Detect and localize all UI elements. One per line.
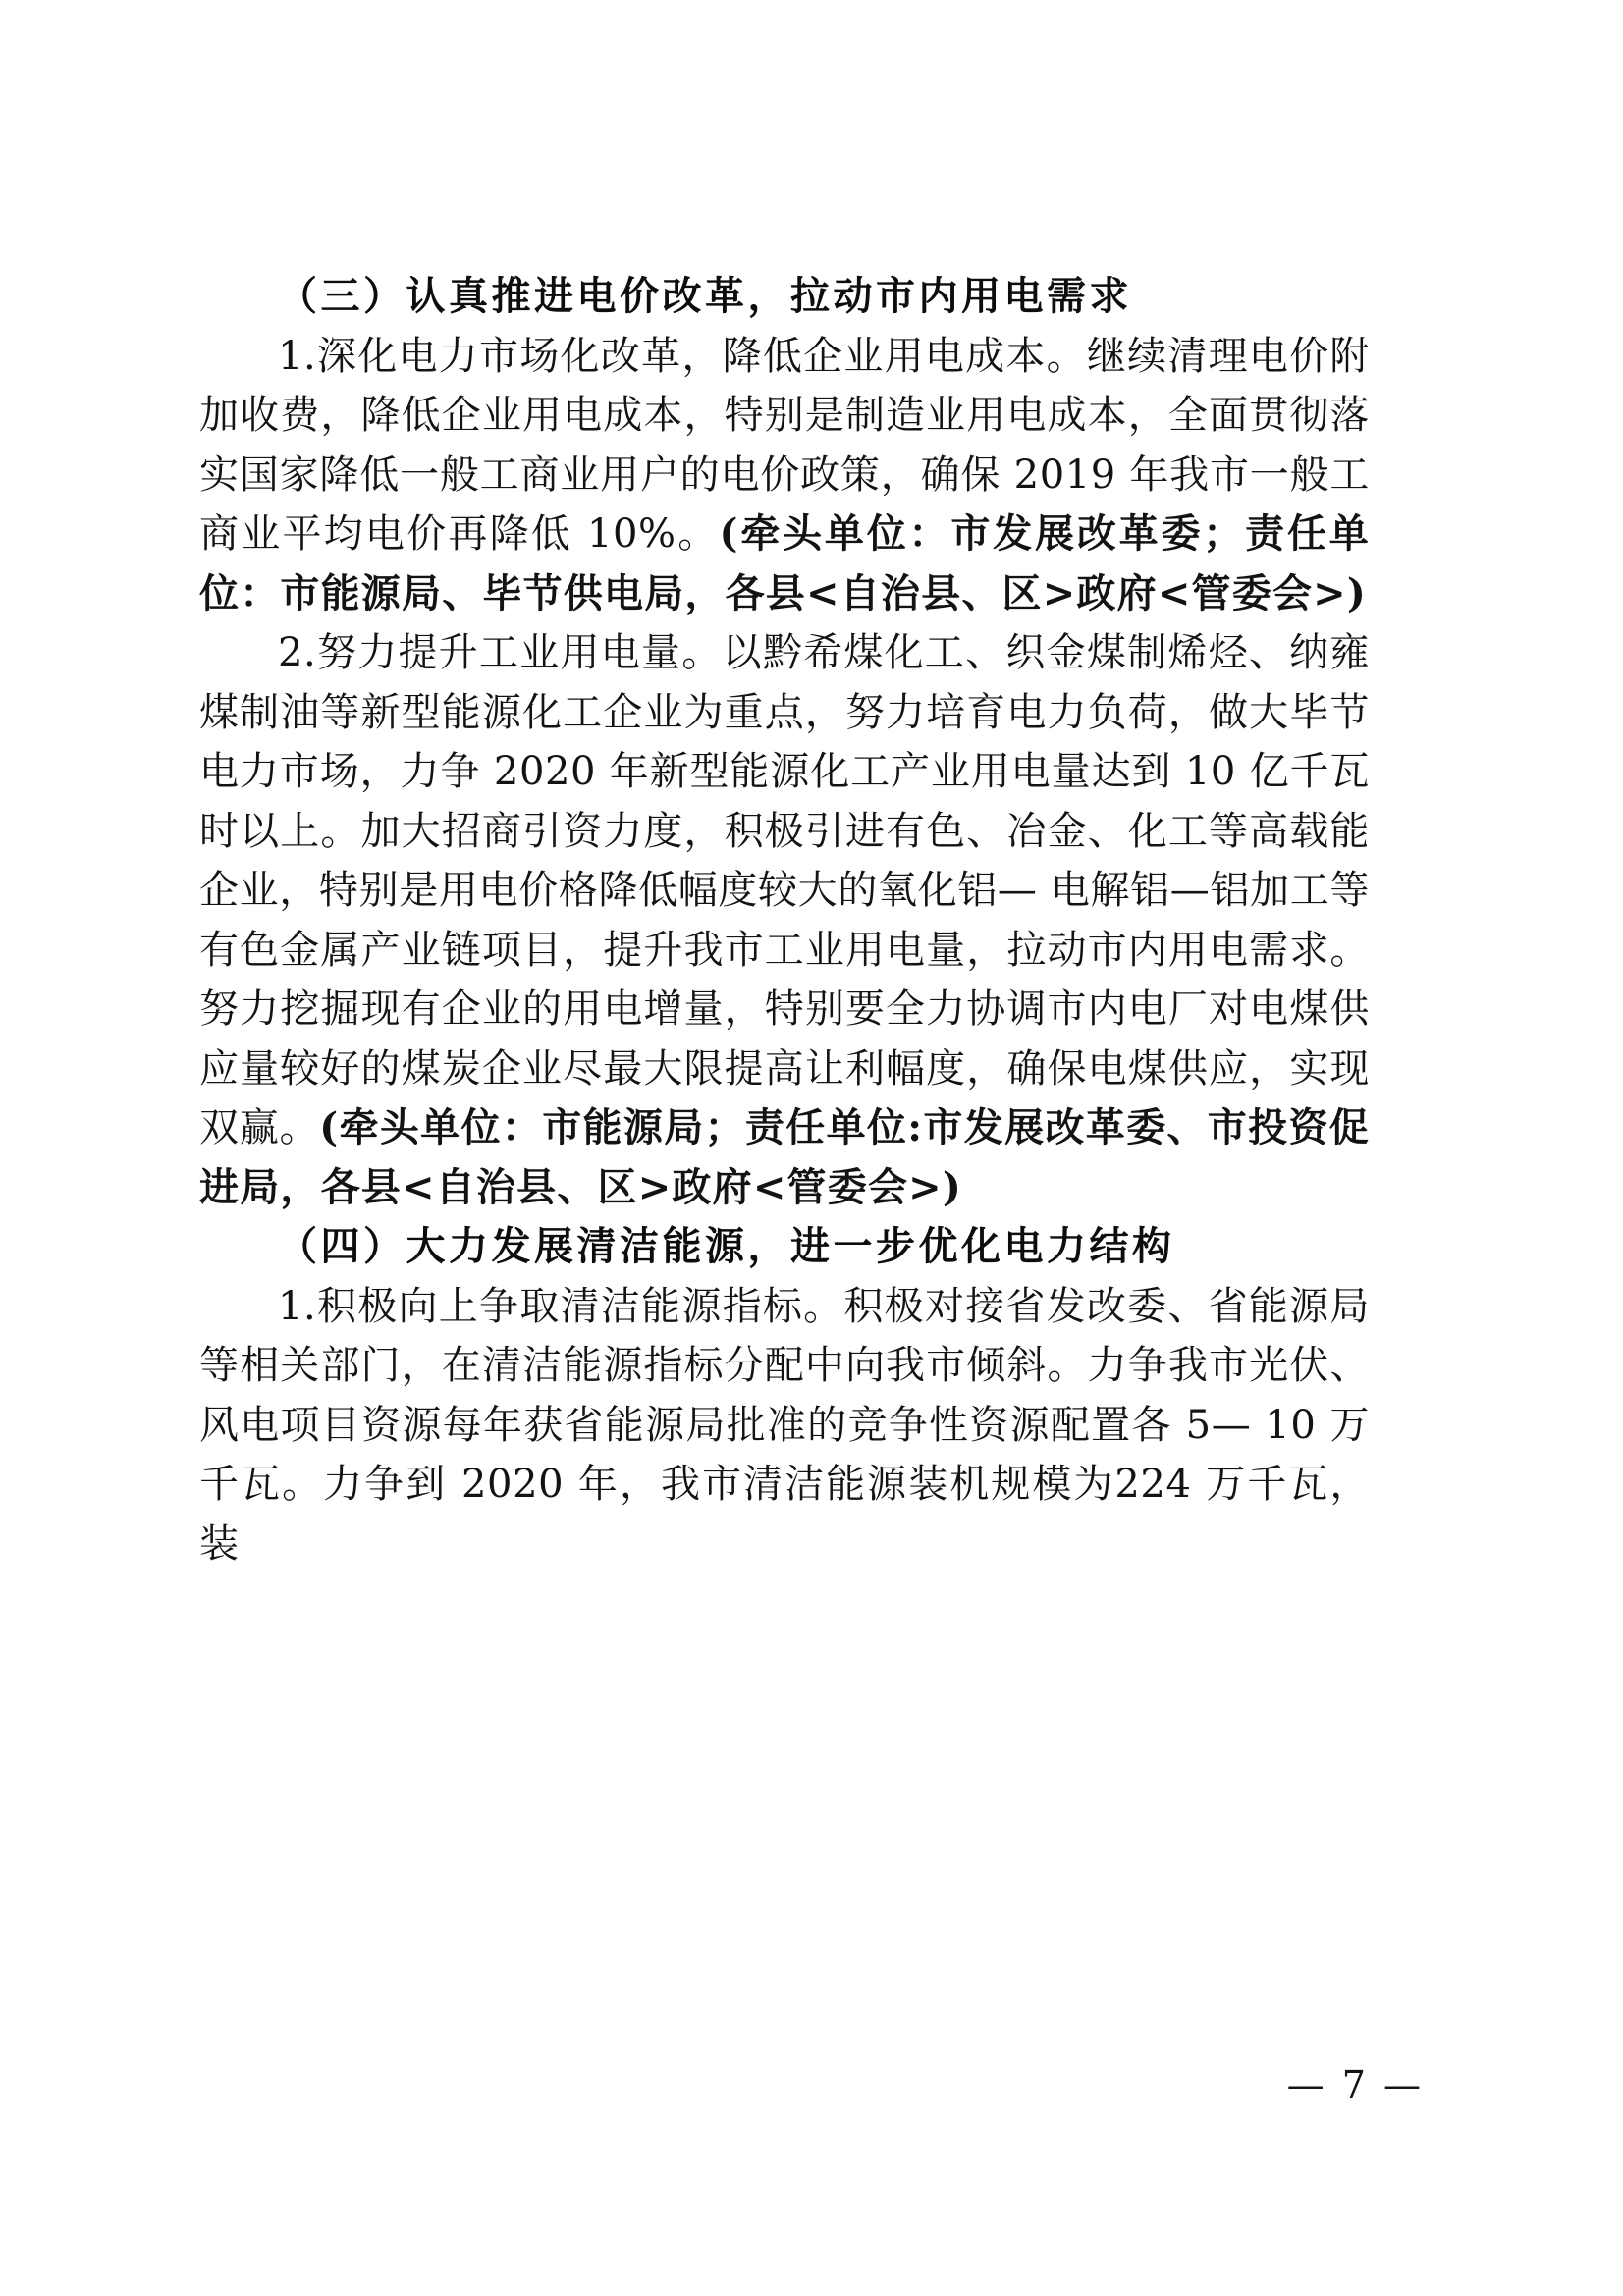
- paragraph-text: 2.努力提升工业用电量。以黔希煤化工、织金煤制烯烃、纳雍煤制油等新型能源化工企业为重点，努力培育电力负荷，做大毕节电力市场，力争 2020 年新型能源化工产业用电量达到 10 亿千瓦时以上。加大招商引资力度，积极引进有色、冶金、化工等高载能企业，特别是用电价格降低幅度较大的氧化铝— 电解铝—铝加工等有色金属产业链项目，提升我市工业用电量，拉动市内用电需求。努力挖掘现有企业的用电增量，特别要全力协调市内电厂对电煤供应量较好的煤炭企业尽最大限提高让利幅度，确保电煤供应，实现双赢。: [199, 630, 1370, 1150]
- section-heading-4: （四）大力发展清洁能源，进一步优化电力结构: [278, 1223, 1175, 1269]
- page-content: [199, 267, 1370, 1574]
- paragraph-section3-item2: [199, 623, 1370, 1217]
- paragraph-section4-item1: [199, 1277, 1370, 1575]
- responsible-units-clause: (牵头单位：市能源局；责任单位:市发展改革委、市投资促进局，各县<自治县、区>政府<管委会>): [199, 1104, 1370, 1210]
- page-number: — 7 —: [1286, 2063, 1424, 2107]
- paragraph-text: 1.深化电力市场化改革，降低企业用电成本。继续清理电价附加收费，降低企业用电成本，特别是制造业用电成本，全面贯彻落实国家降低一般工商业用户的电价政策，确保 2019 年我市一般工商业平均电价再降低 10%。: [199, 333, 1370, 557]
- responsible-units-clause: (牵头单位：市发展改革委；责任单位：市能源局、毕节供电局，各县<自治县、区>政府<管委会>): [199, 510, 1370, 616]
- section-heading-3: （三）认真推进电价改革，拉动市内用电需求: [278, 273, 1132, 319]
- paragraph-text: 1.积极向上争取清洁能源指标。积极对接省发改委、省能源局等相关部门，在清洁能源指标分配中向我市倾斜。力争我市光伏、风电项目资源每年获省能源局批准的竞争性资源配置各 5— 10 万千瓦。力争到 2020 年，我市清洁能源装机规模为224 万千瓦，装: [199, 1283, 1370, 1567]
- paragraph-section3-item1: [199, 327, 1370, 624]
